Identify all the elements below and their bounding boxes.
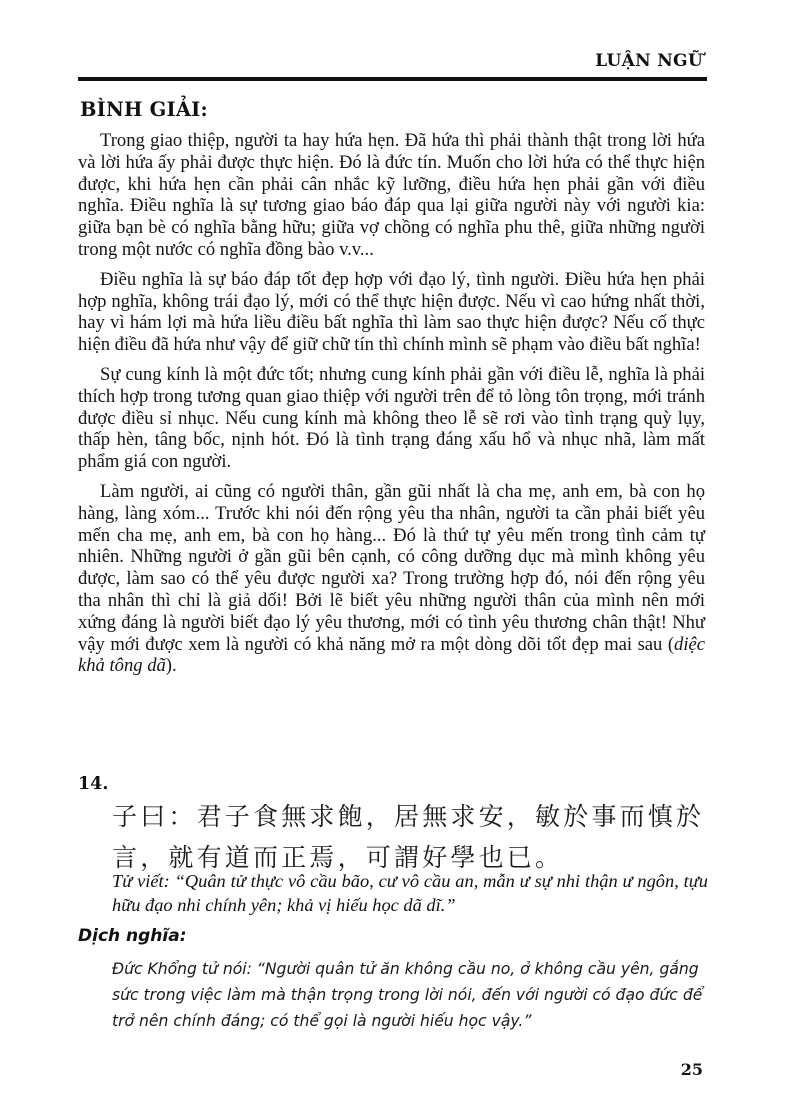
italic-phrase: diệc khả tông dã [78,633,705,677]
commentary-body [78,130,705,685]
header-rule [78,77,707,81]
paragraph: Điều nghĩa là sự báo đáp tốt đẹp hợp với đạo lý, tình người. Điều hứa hẹn phải hợp nghĩa, không trái đạo lý, mới có thể thực hiện được. Nếu vì cao hứng nhất thời, hay vì hám lợi mà hứa liều điều bất nghĩa thì làm sao thực hiện được? Nếu cố thực hiện điều đã hứa như vậy để giữ chữ tín thì chính mình sẽ phạm vào điều bất nghĩa! [78,268,705,356]
transliteration-text: Tử viết: “Quân tử thực vô cầu bão, cư vô cầu an, mẫn ư sự nhi thận ư ngôn, tựu hữu đạo nhi chính yên; khả vị hiếu học dã dĩ.” [112,871,708,915]
page-number: 25 [680,1060,703,1079]
translation-heading: Dịch nghĩa: [78,926,187,946]
paragraph [78,481,705,677]
translation-text: Đức Khổng tử nói: “Người quân tử ăn không cầu no, ở không cầu yên, gắng sức trong việc làm mà thận trọng trong lời nói, đến với người có đạo đức để trở nên chính đáng; có thể gọi là người hiếu học vậy.” [112,960,703,1030]
entry-number: 14. [78,774,109,794]
running-header-title: LUẬN NGỮ [595,51,703,71]
paragraph: Trong giao thiệp, người ta hay hứa hẹn. Đã hứa thì phải thành thật trong lời hứa và lời hứa ấy phải được thực hiện. Đó là đức tín. Muốn cho lời hứa có thể thực hiện được, khi hứa hẹn cần phải cân nhắc kỹ lưỡng, điều hứa hẹn phải gần với điều nghĩa. Điều nghĩa là sự tương giao báo đáp qua lại giữa người này với người kia: giữa bạn bè có nghĩa bằng hữu; giữa vợ chồng có nghĩa phu thê, giữa những người trong một nước có nghĩa đồng bào v.v... [78,130,705,260]
paragraph-end: ). [165,655,177,677]
chinese-original-text: 子曰：君子食無求飽，居無求安，敏於事而慎於言，就有道而正焉，可謂好學也已。 [112,802,705,872]
paragraph: Sự cung kính là một đức tốt; nhưng cung kính phải gần với điều lễ, nghĩa là phải thích hợp trong tương quan giao thiệp với người trên để tỏ lòng tôn trọng, mới tránh được điều sỉ nhục. Nếu cung kính mà không theo lễ sẽ rơi vào tình trạng quỳ lụy, thấp hèn, tâng bốc, nịnh hót. Đó là tình trạng đáng xấu hổ và nhục nhã, làm mất phẩm giá con người. [78,363,705,473]
section-heading: BÌNH GIẢI: [80,98,208,121]
paragraph-text: Làm người, ai cũng có người thân, gần gũi nhất là cha mẹ, anh em, bà con họ hàng, làng xóm... Trước khi nói đến rộng yêu tha nhân, người ta cần phải biết yêu mến cha mẹ, anh em, bà con họ hàng... Đó là thứ tự yêu mến trong tình cảm tự nhiên. Những người ở gần gũi bên cạnh, có công dưỡng dục mà mình không yêu được, làm sao có thể yêu được người xa? Trong trường hợp đó, nói đến rộng yêu tha nhân thì chỉ là giả dối! Bởi lẽ biết yêu những người thân của mình nên mới xứng đáng là người biết đạo lý yêu thương, mới có tình yêu thương chân thật! Như vậy mới được xem là người có khả năng mở ra một dòng dõi tốt đẹp mai sau ( [78,480,705,655]
